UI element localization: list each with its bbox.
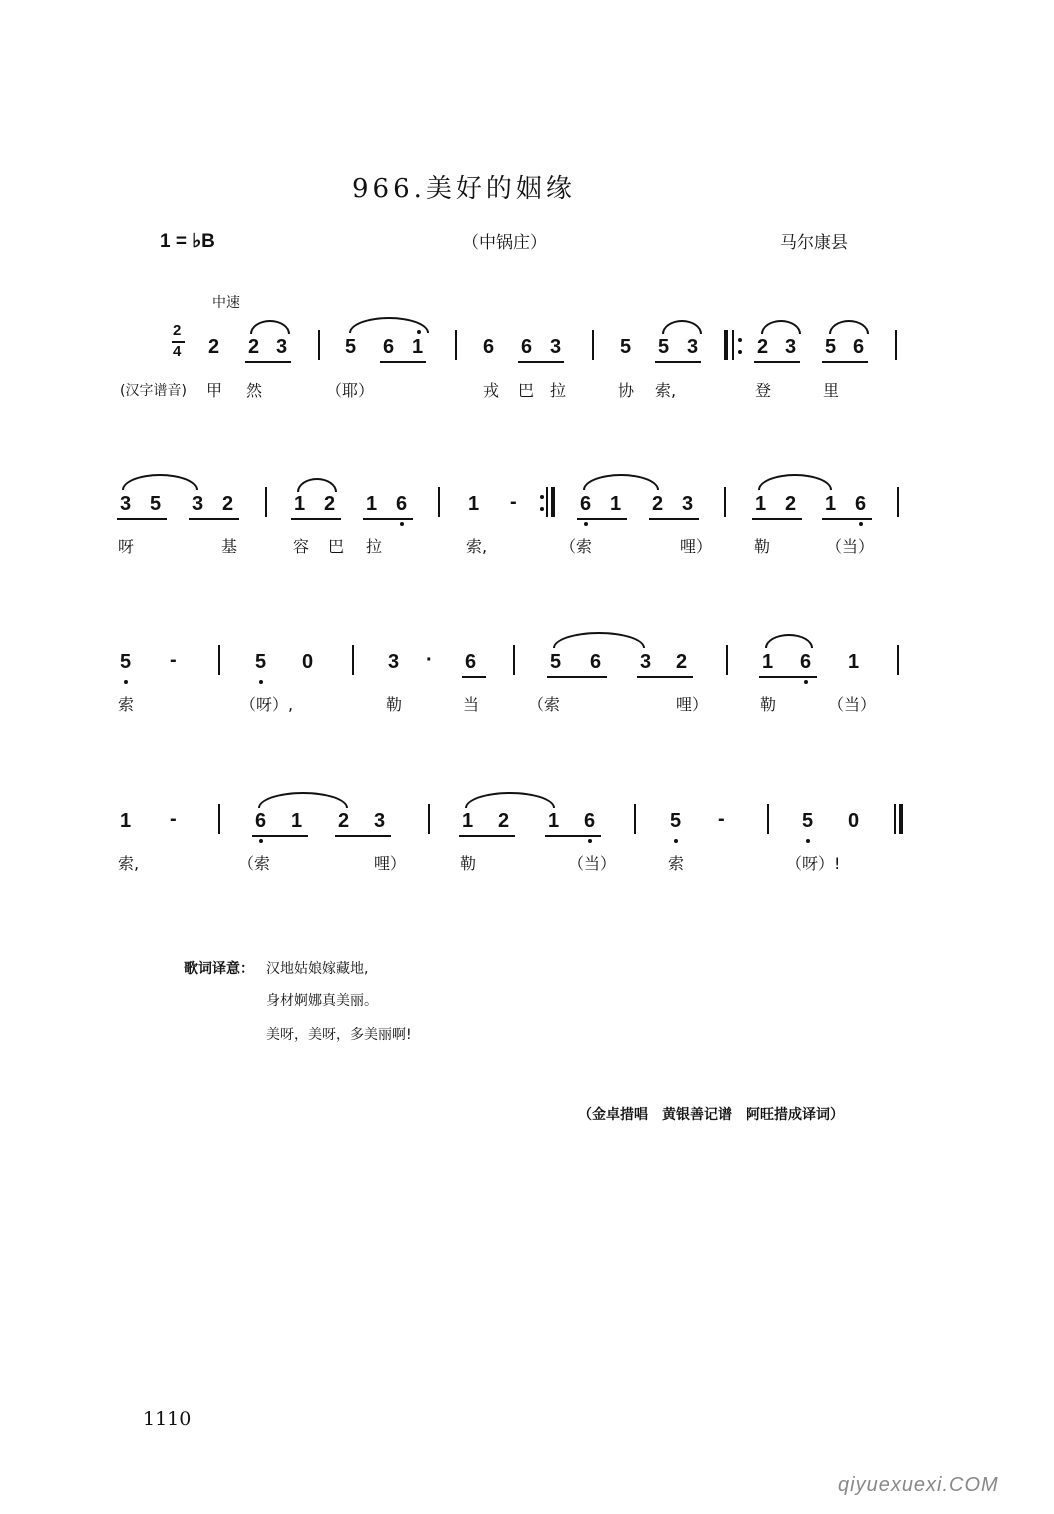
- lyric: （索: [528, 695, 561, 714]
- beam-underline: [462, 676, 486, 678]
- note: 3: [785, 336, 797, 358]
- slur: [250, 320, 290, 334]
- translation-line: 美呀，美呀，多美丽啊!: [266, 1027, 412, 1043]
- repeat-start-barline: [724, 330, 728, 360]
- lyric: （索: [560, 537, 593, 556]
- octave-dot: [674, 839, 678, 843]
- note: 6: [383, 336, 395, 358]
- note: 6: [855, 493, 867, 515]
- beam-underline: [380, 361, 426, 363]
- slur: [583, 474, 659, 490]
- beam-underline: [822, 518, 872, 520]
- watermark: qiyuexuexi.COM: [838, 1474, 999, 1496]
- bar-line: [438, 487, 440, 517]
- note: 6: [521, 336, 533, 358]
- bar-line: [218, 804, 220, 834]
- note: 3: [276, 336, 288, 358]
- bar-line: [897, 645, 899, 675]
- slur: [297, 478, 337, 492]
- lyric: 巴: [518, 381, 535, 400]
- slur: [761, 320, 801, 334]
- beam-underline: [459, 835, 515, 837]
- bar-line: [726, 645, 728, 675]
- octave-dot: [584, 522, 588, 526]
- repeat-start-barline: [732, 330, 734, 360]
- slur: [258, 792, 348, 808]
- note: 1: [755, 493, 767, 515]
- note: 1: [294, 493, 306, 515]
- translation-line: 汉地姑娘嫁藏地,: [266, 961, 369, 977]
- note: 5: [825, 336, 837, 358]
- lyric: （当）: [826, 537, 875, 556]
- note: 5: [150, 493, 162, 515]
- octave-dot: [806, 839, 810, 843]
- note: 5: [670, 810, 682, 832]
- region-label: 马尔康县: [780, 233, 848, 253]
- note: 3: [682, 493, 694, 515]
- bar-line: [428, 804, 430, 834]
- slur: [122, 474, 198, 490]
- note: 6: [800, 651, 812, 673]
- beam-underline: [754, 361, 800, 363]
- bar-line: [455, 330, 457, 360]
- beam-underline: [117, 518, 167, 520]
- lyric: 索,: [655, 381, 677, 400]
- note: 2: [676, 651, 688, 673]
- note: 3: [550, 336, 562, 358]
- lyric: 拉: [366, 537, 383, 556]
- note: 2: [338, 810, 350, 832]
- note: 6: [584, 810, 596, 832]
- note: 5: [255, 651, 267, 673]
- lyric: 勒: [386, 695, 403, 714]
- slur: [829, 320, 869, 334]
- bar-line: [318, 330, 320, 360]
- lyric: （当）: [568, 854, 617, 873]
- lyric: 索,: [118, 854, 140, 873]
- lyric: 勒: [754, 537, 771, 556]
- lyric: 当: [463, 695, 480, 714]
- beam-underline: [363, 518, 413, 520]
- bar-line: [218, 645, 220, 675]
- note: 5: [120, 651, 132, 673]
- bar-line: [724, 487, 726, 517]
- repeat-end-barline: [546, 487, 548, 517]
- repeat-dot: [738, 338, 742, 342]
- note: 5: [345, 336, 357, 358]
- bar-line: [592, 330, 594, 360]
- repeat-dot: [540, 495, 544, 499]
- octave-dot: [588, 839, 592, 843]
- slur: [553, 632, 645, 648]
- credits: （金卓措唱 黄银善记谱 阿旺措成译词）: [578, 1107, 844, 1123]
- lyric: 索: [668, 854, 685, 873]
- lyric: 巴: [328, 537, 345, 556]
- note: 6: [853, 336, 865, 358]
- final-barline: [894, 804, 896, 834]
- bar-line: [513, 645, 515, 675]
- beam-underline: [655, 361, 701, 363]
- note: 5: [620, 336, 632, 358]
- note: -: [170, 808, 177, 830]
- lyric: （索: [238, 854, 271, 873]
- note: 5: [658, 336, 670, 358]
- lyric: 然: [246, 381, 263, 400]
- beam-underline: [822, 361, 868, 363]
- lyric: 容: [293, 537, 310, 556]
- lyric-label: (汉字谱音): [120, 383, 187, 399]
- beam-underline: [252, 835, 308, 837]
- beam-underline: [545, 835, 601, 837]
- octave-dot: [400, 522, 404, 526]
- note: 6: [255, 810, 267, 832]
- page-number: 1110: [143, 1408, 192, 1430]
- octave-dot: [417, 330, 421, 334]
- octave-dot: [804, 680, 808, 684]
- note: 2: [222, 493, 234, 515]
- note: 1: [762, 651, 774, 673]
- note: 0: [848, 810, 860, 832]
- note: 3: [388, 651, 400, 673]
- note: 3: [687, 336, 699, 358]
- bar-line: [895, 330, 897, 360]
- octave-dot: [859, 522, 863, 526]
- lyric: 哩）: [680, 537, 713, 556]
- note: 0: [302, 651, 314, 673]
- genre-subtitle: （中锅庄）: [462, 233, 547, 253]
- lyric: 哩）: [676, 695, 709, 714]
- key-signature: 1 = ♭B: [160, 231, 215, 252]
- bar-line: [767, 804, 769, 834]
- beam-underline: [335, 835, 391, 837]
- note: 2: [248, 336, 260, 358]
- bar-line: [352, 645, 354, 675]
- note: 6: [465, 651, 477, 673]
- beam-underline: [649, 518, 699, 520]
- lyric: 勒: [460, 854, 477, 873]
- note: 1: [120, 810, 132, 832]
- beam-underline: [291, 518, 341, 520]
- note: 3: [374, 810, 386, 832]
- note: 2: [757, 336, 769, 358]
- note: 5: [802, 810, 814, 832]
- note: 1: [848, 651, 860, 673]
- lyric: 索,: [466, 537, 488, 556]
- time-signature-top: 2: [173, 322, 182, 339]
- note: 3: [120, 493, 132, 515]
- note: 1: [468, 493, 480, 515]
- slur: [765, 634, 813, 648]
- note: 6: [396, 493, 408, 515]
- lyric: 哩）: [374, 854, 407, 873]
- lyric: 戎: [483, 381, 500, 400]
- lyric: 呀: [118, 537, 135, 556]
- note: 1: [610, 493, 622, 515]
- lyric: （呀）!: [786, 854, 841, 873]
- final-barline: [899, 804, 903, 834]
- beam-underline: [518, 361, 564, 363]
- lyric: 协: [618, 381, 635, 400]
- time-signature-bottom: 4: [173, 343, 182, 360]
- beam-underline: [577, 518, 627, 520]
- note: 3: [640, 651, 652, 673]
- beam-underline: [547, 676, 607, 678]
- lyric: （呀）,: [240, 695, 294, 714]
- slur: [758, 474, 832, 490]
- lyric: （耶）: [326, 381, 375, 400]
- note: 1: [366, 493, 378, 515]
- note: 6: [580, 493, 592, 515]
- repeat-dot: [540, 507, 544, 511]
- note: 1: [462, 810, 474, 832]
- note: 1: [291, 810, 303, 832]
- beam-underline: [189, 518, 239, 520]
- tempo-marking: 中速: [212, 295, 240, 311]
- translation-label: 歌词译意：: [184, 961, 254, 977]
- bar-line: [634, 804, 636, 834]
- note: 2: [324, 493, 336, 515]
- bar-line: [265, 487, 267, 517]
- repeat-dot: [738, 350, 742, 354]
- lyric: 勒: [760, 695, 777, 714]
- note: -: [170, 649, 177, 671]
- note: 2: [498, 810, 510, 832]
- octave-dot: [259, 680, 263, 684]
- lyric: 甲: [206, 381, 223, 400]
- slur: [662, 320, 702, 334]
- note: ·: [426, 649, 433, 671]
- translation-line: 身材婀娜真美丽。: [266, 993, 378, 1009]
- lyric: （当）: [828, 695, 877, 714]
- slur: [465, 792, 555, 808]
- song-title: 966.美好的姻缘: [352, 174, 576, 204]
- note: 2: [785, 493, 797, 515]
- beam-underline: [245, 361, 291, 363]
- octave-dot: [124, 680, 128, 684]
- note: 1: [548, 810, 560, 832]
- note: 2: [652, 493, 664, 515]
- note: 3: [192, 493, 204, 515]
- note: 1: [825, 493, 837, 515]
- octave-dot: [259, 839, 263, 843]
- beam-underline: [637, 676, 693, 678]
- note: 1: [412, 336, 424, 358]
- lyric: 拉: [550, 381, 567, 400]
- note: 2: [208, 336, 220, 358]
- note: -: [718, 808, 725, 830]
- lyric: 基: [221, 537, 238, 556]
- beam-underline: [759, 676, 817, 678]
- note: -: [510, 491, 517, 513]
- repeat-end-barline: [551, 487, 555, 517]
- note: 5: [550, 651, 562, 673]
- lyric: 登: [755, 381, 772, 400]
- lyric: 里: [823, 381, 840, 400]
- beam-underline: [752, 518, 802, 520]
- note: 6: [483, 336, 495, 358]
- bar-line: [897, 487, 899, 517]
- note: 6: [590, 651, 602, 673]
- lyric: 索: [118, 695, 135, 714]
